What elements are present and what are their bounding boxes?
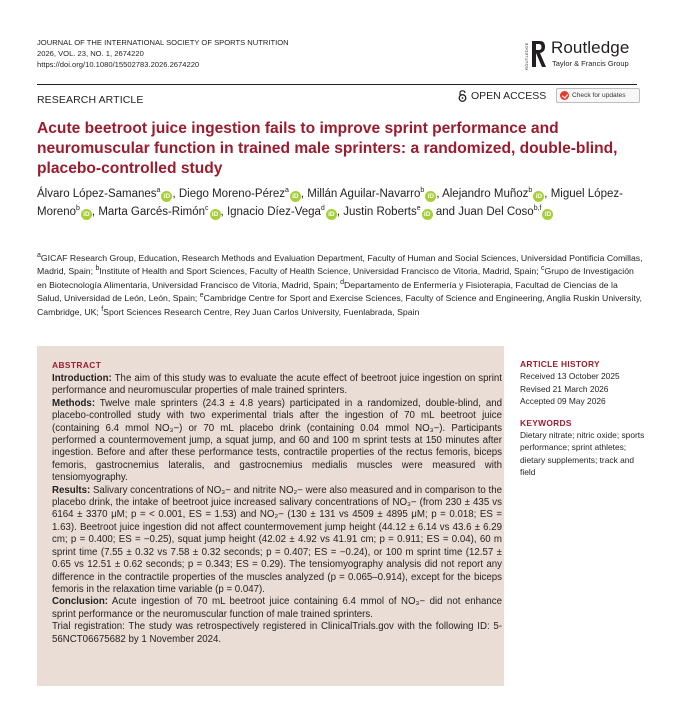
author-separator: ,: [336, 205, 341, 218]
abstract-text: [52, 373, 502, 646]
keywords-text: Dietary nitrate; nitric oxide; sports performance; sprint athletes; dietary supplements; track and field: [520, 430, 645, 478]
abstract-section-text: Trial registration: The study was retrospectively registered in ClinicalTrials.gov with the following ID: 5-56NCT06675682 by 1 November 2024.: [52, 621, 502, 645]
author-name: Ignacio Díez-Vega: [226, 205, 321, 218]
orcid-icon[interactable]: iD: [425, 191, 436, 202]
author-affil-sup: b: [528, 187, 533, 195]
author[interactable]: [307, 188, 436, 200]
abstract-paragraph: [52, 485, 502, 597]
affiliation-sup: c: [541, 265, 545, 273]
author-name: Marta Garcés-Rimón: [98, 205, 206, 218]
author[interactable]: [98, 206, 220, 218]
abstract-section-text: Twelve male sprinters (24.3 ± 4.8 years) participated in a randomized, double-blind, and placebo-controlled study with two experimental trials after the ingestion of 70 mL beetroot juice (containing 6.4 mmol NO₃−) or 70 mL placebo drink (containing 0.04 mmol NO₃−). Participants performed a countermovement jump, a squat jump, and 60 and 100 m sprint tests at 150 minutes after ingestion. Before and after these performance tests, contractile properties of the rectus femoris, biceps femoris, gastrocnemius lateralis, and gastrocnemius medialis muscles were measured with tensiomyography.: [52, 397, 502, 484]
abstract-section-text: Acute ingestion of 70 mL beetroot juice containing 6.4 mmol of NO₃− did not enhance sprint performance or the neuromuscular function of male trained sprinters.: [52, 596, 502, 620]
history-revised: Revised 21 March 2026: [520, 383, 609, 394]
author-affil-sup: e: [416, 204, 421, 212]
abstract-paragraph: [52, 596, 502, 621]
orcid-icon[interactable]: iD: [326, 209, 337, 220]
publisher-logo: [523, 38, 643, 72]
author[interactable]: [458, 206, 553, 218]
check-updates-icon: [560, 91, 569, 100]
history-heading: ARTICLE HISTORY: [520, 359, 600, 369]
doi-link[interactable]: https://doi.org/10.1080/15502783.2026.2674220: [37, 60, 200, 69]
abstract-section-label: Conclusion:: [52, 596, 108, 608]
abstract-section-label: Introduction:: [52, 373, 112, 384]
orcid-icon[interactable]: iD: [210, 209, 221, 220]
journal-header: [37, 37, 289, 70]
author-affil-sup: a: [156, 187, 161, 195]
abstract-box: [37, 346, 504, 686]
author-name: Alejandro Muñoz: [442, 188, 529, 200]
author[interactable]: [37, 188, 172, 200]
check-for-updates-button[interactable]: [556, 88, 640, 103]
author-affil-sup: a: [284, 187, 289, 195]
author-affil-sup: b: [76, 204, 80, 212]
author-separator: ,: [544, 188, 548, 200]
author-separator: ,: [220, 205, 224, 218]
author[interactable]: [179, 188, 301, 200]
history-received: Received 13 October 2025: [520, 371, 620, 382]
author-affil-sup: b: [420, 187, 425, 195]
check-updates-label: Check for updates: [572, 92, 626, 99]
orcid-icon[interactable]: iD: [290, 191, 301, 202]
author-affil-sup: c: [205, 204, 209, 212]
abstract-paragraph: [52, 398, 502, 485]
abstract-section-label: Results:: [52, 484, 91, 496]
journal-name: JOURNAL OF THE INTERNATIONAL SOCIETY OF SPORTS NUTRITION: [37, 38, 289, 47]
journal-volume: 2026, VOL. 23, NO. 1, 2674220: [37, 49, 144, 58]
affiliation-text: GICAF Research Group, Education, Research Methods and Evaluation Department, Faculty of Human and Social Sciences, Universidad Pontificia Comillas, Madrid, Spain;: [37, 253, 643, 277]
affiliation-text: Departamento de Enfermería y Fisioterapia, Facultad de Ciencias de la Salud, Universidad de León, León, Spain;: [37, 279, 618, 304]
abstract-paragraph: [52, 621, 502, 646]
author-name: Justin Roberts: [343, 205, 417, 218]
article-sidebar: [520, 358, 650, 479]
publisher-name: Routledge: [551, 38, 630, 57]
abstract-section-text: The aim of this study was to evaluate the acute effect of beetroot juice ingestion on sprint performance and neuromuscular properties of male trained sprinters.: [52, 373, 502, 397]
author-name: Diego Moreno-Pérez: [178, 188, 285, 200]
affiliation-text: Sport Sciences Research Centre, Rey Juan Carlos University, Fuenlabrada, Spain: [103, 306, 420, 317]
affiliation-sup: e: [199, 292, 204, 300]
author-separator: ,: [300, 188, 305, 200]
affiliation-sup: a: [37, 252, 41, 260]
affiliation-sup: d: [340, 278, 345, 286]
author-list: [37, 186, 647, 221]
author-affil-sup: d: [320, 204, 325, 212]
author-separator: ,: [91, 205, 96, 218]
open-access-label: OPEN ACCESS: [471, 90, 547, 102]
abstract-heading: ABSTRACT: [52, 360, 102, 370]
article-type: RESEARCH ARTICLE: [37, 94, 144, 106]
affiliation-sup: b: [95, 265, 100, 273]
author-name: Miguel López-Moreno: [37, 188, 623, 218]
author-affil-sup: b,f: [533, 204, 542, 212]
orcid-icon[interactable]: iD: [161, 191, 172, 202]
affiliations: [37, 252, 643, 319]
affiliation-sup: f: [101, 305, 104, 313]
author-name: Millán Aguilar-Navarro: [307, 188, 421, 200]
orcid-icon[interactable]: iD: [81, 209, 92, 220]
author[interactable]: [343, 206, 432, 218]
open-lock-icon: [458, 90, 467, 102]
abstract-section-text: Salivary concentrations of NO₃− and nitrite NO₂− were also measured and in comparison to the placebo drink, the intake of beetroot juice increased salivary concentrations of NO₃− (from 230 ± 435 vs 6164 ± 3370 μM; p = < 0.001, ES = 1.53) and NO₂− (130 ± 131 vs 4509 ± 4895 μM; p = 0.018; ES = 1.63). Beetroot juice ingestion did not affect countermovement jump height (44.12 ± 6.14 vs 43.6 ± 6.29 cm; p = 0.400; ES = −0.25), squat jump height (42.02 ± 4.92 vs 41.91 cm; p = 0.911; ES = 0.04), 60 m sprint time (7.55 ± 0.32 vs 7.58 ± 0.32 seconds; p = 0.407; ES = −0.24), or 100 m sprint time (12.57 ± 0.65 vs 12.51 ± 0.62 seconds; p = 0.343; ES = 0.29). The tensiomyography analysis did not report any difference in the contractile properties of the muscles analyzed (p = 0.065–0.914), except for the biceps femoris in the relaxation time variable (p = 0.047).: [52, 484, 502, 595]
open-access-badge: [458, 90, 546, 102]
orcid-icon[interactable]: iD: [542, 209, 553, 220]
affiliation-text: Grupo de Investigación en Biotecnología Alimentaria, Universidad Francisco de Vitoria, Madrid, Spain;: [37, 266, 634, 290]
author[interactable]: [442, 188, 544, 200]
author-name: Juan Del Coso: [458, 205, 534, 218]
history-accepted: Accepted 09 May 2026: [520, 396, 606, 407]
affiliation-text: Cambridge Centre for Sport and Exercise Sciences, Faculty of Science and Engineering, Anglia Ruskin University, Cambridge, UK;: [37, 293, 642, 317]
affiliation-text: Institute of Health and Sport Sciences, Faculty of Health Science, Universidad Francisco de Vitoria, Madrid, Spain;: [99, 266, 542, 277]
abstract-section-label: Methods:: [52, 397, 96, 409]
publisher-subtitle: Taylor & Francis Group: [552, 59, 629, 68]
article-title: Acute beetroot juice ingestion fails to improve sprint performance and neuromuscular function in trained male sprinters: a randomized, double-blind, placebo-controlled study: [37, 120, 618, 177]
author-separator: and: [432, 205, 456, 218]
keywords-heading: KEYWORDS: [520, 417, 572, 428]
header-rule: [37, 84, 637, 85]
abstract-paragraph: [52, 373, 502, 398]
orcid-icon[interactable]: iD: [422, 209, 433, 220]
author-separator: ,: [436, 188, 440, 200]
orcid-icon[interactable]: iD: [533, 191, 544, 202]
publisher-vertical-text: ROUTLEDGE: [524, 42, 529, 70]
author-separator: ,: [172, 188, 176, 200]
author-name: Álvaro López-Samanes: [37, 188, 157, 200]
author[interactable]: [227, 206, 337, 218]
